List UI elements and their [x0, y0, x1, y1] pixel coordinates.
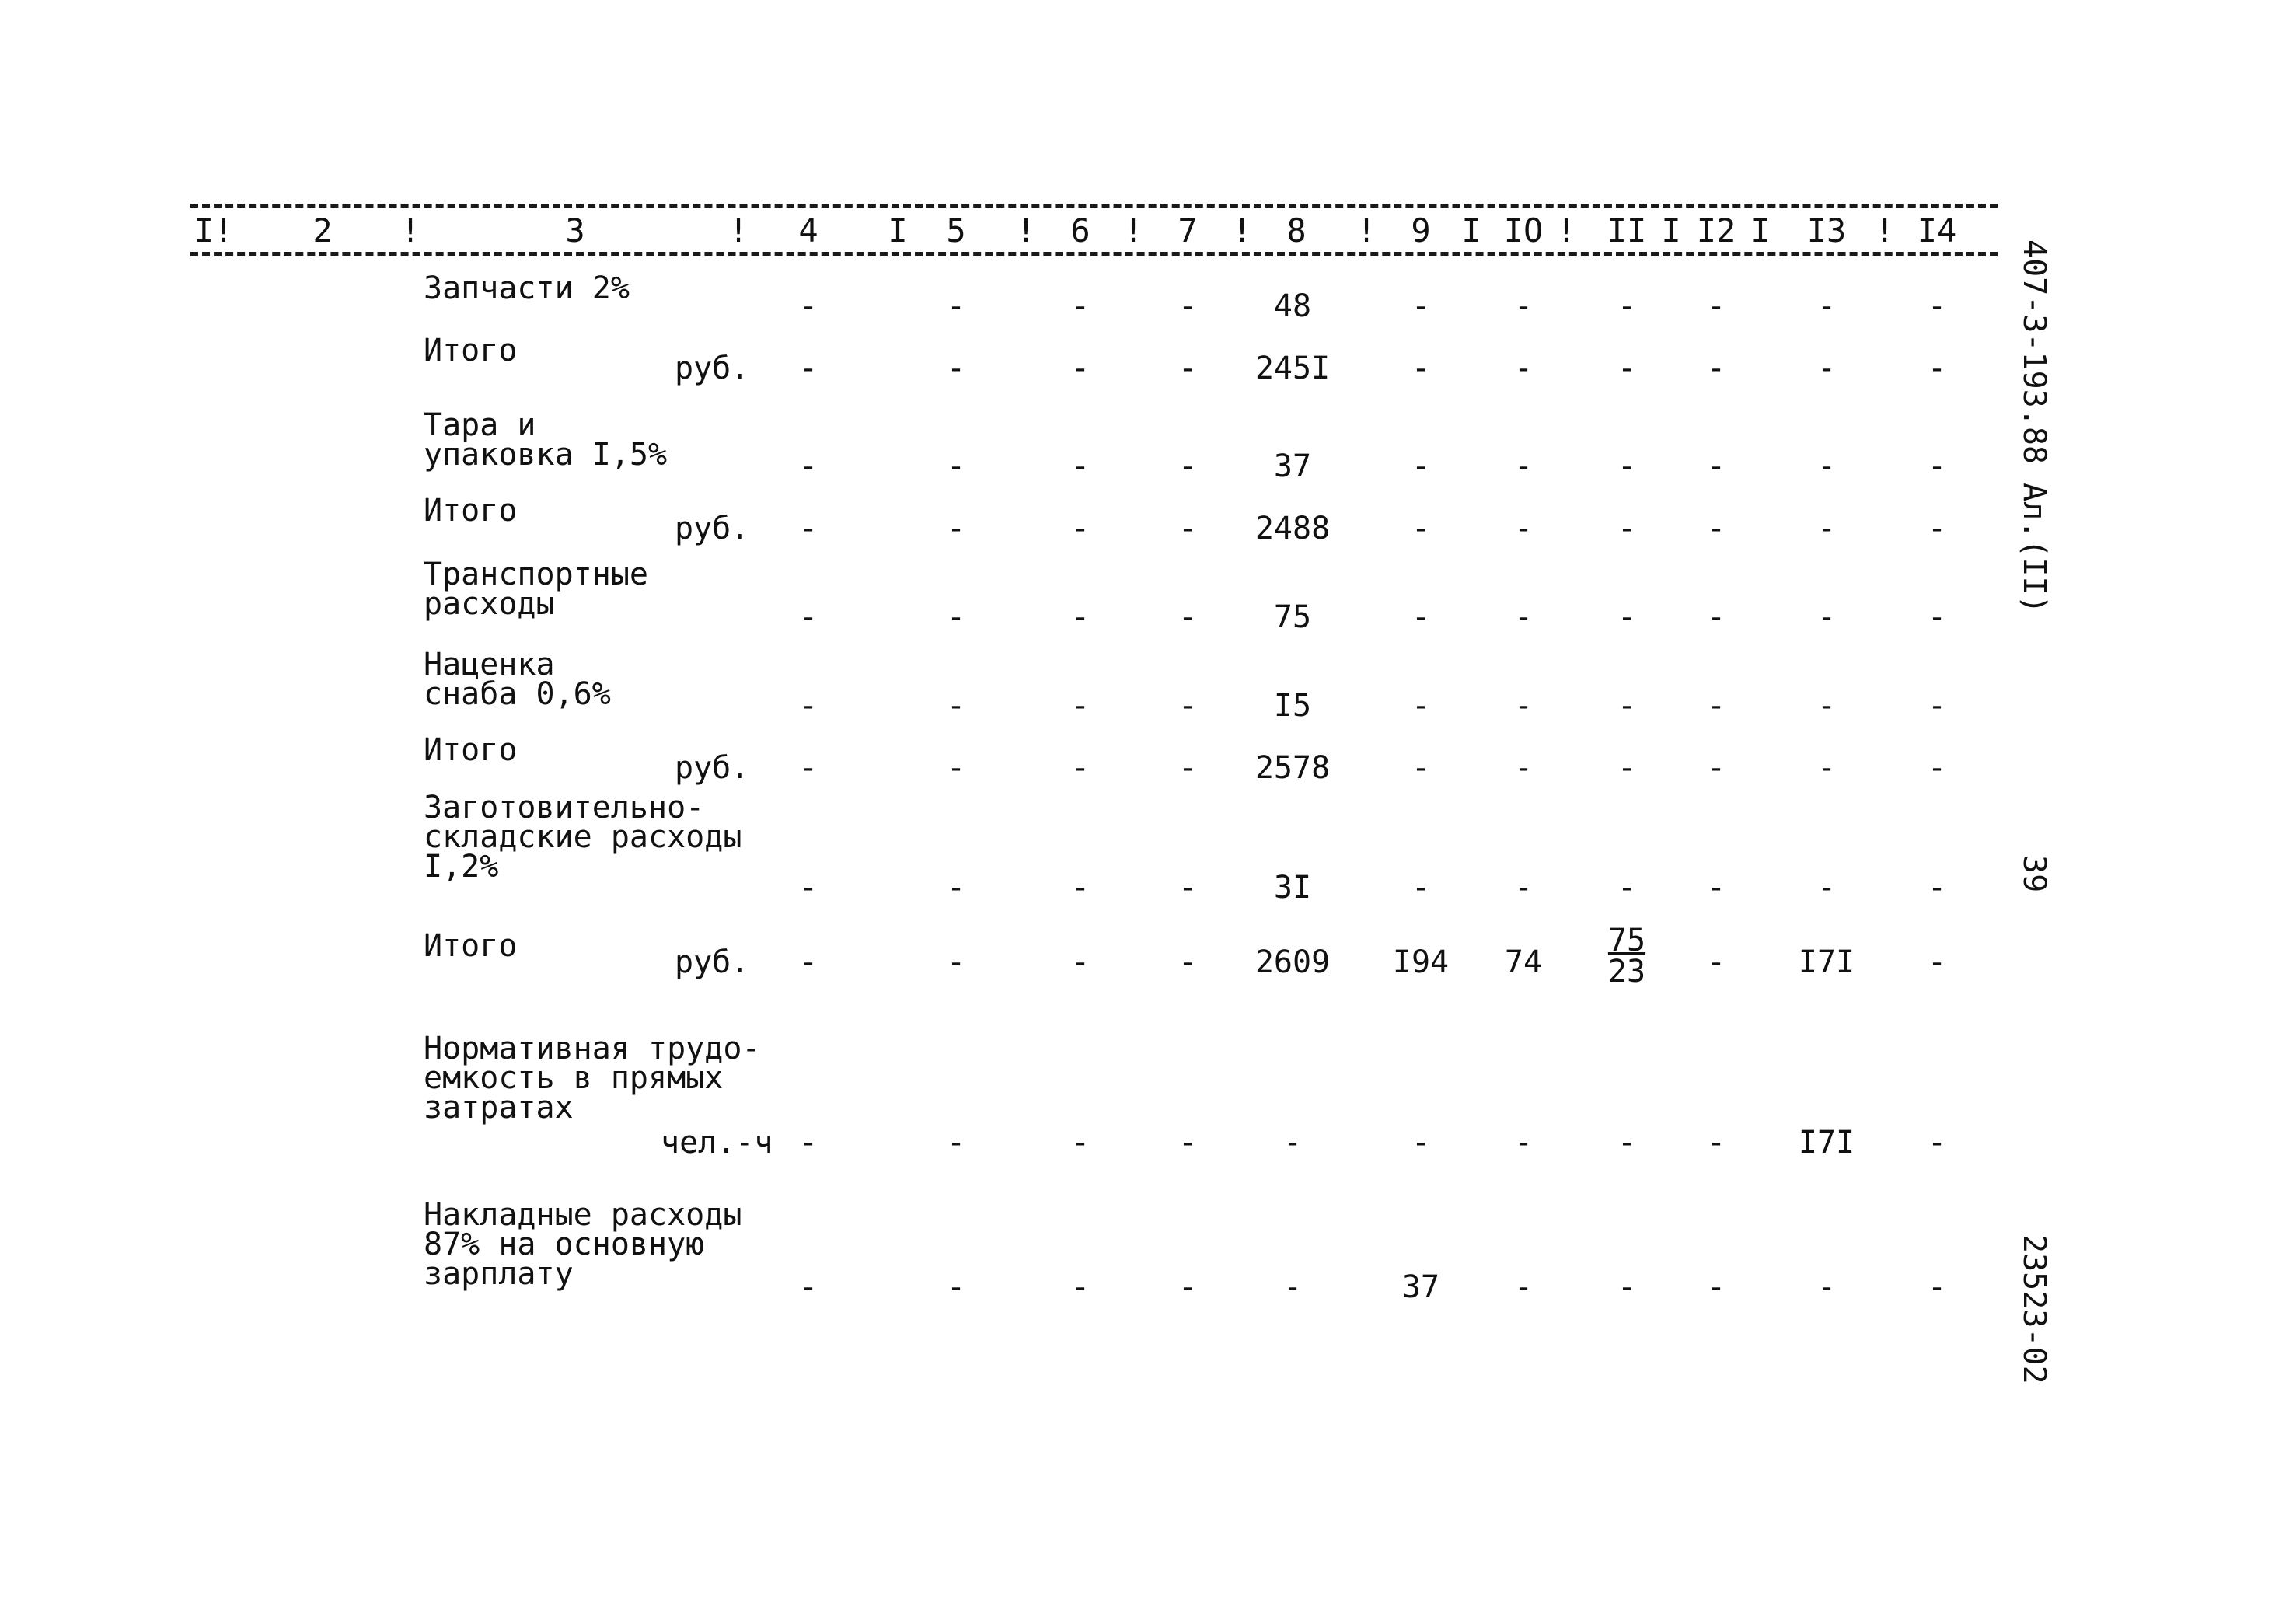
- row-label: Итого: [424, 732, 518, 768]
- row-unit: руб.: [675, 511, 750, 546]
- header-cell: !: [1556, 211, 1576, 250]
- table-cell: -: [1070, 944, 1090, 980]
- table-cell: -: [798, 688, 818, 724]
- header-cell: !: [728, 211, 748, 250]
- header-cell: !: [1356, 211, 1377, 250]
- table-cell: -: [1070, 599, 1090, 635]
- fraction-denominator: 23: [1607, 954, 1646, 989]
- header-top-rule: [190, 204, 1998, 208]
- table-cell: -: [1816, 288, 1837, 324]
- table-cell: -: [946, 599, 966, 635]
- header-cell: I4: [1917, 211, 1957, 250]
- table-cell: -: [1070, 870, 1090, 906]
- table-cell: I94: [1392, 944, 1450, 980]
- table-cell: 74: [1504, 944, 1543, 980]
- table-cell: -: [1816, 870, 1837, 906]
- header-cell: !: [1016, 211, 1036, 250]
- header-cell: I: [1750, 211, 1771, 250]
- table-cell: -: [1927, 288, 1947, 324]
- row-unit: руб.: [675, 750, 750, 786]
- table-cell: -: [1178, 288, 1198, 324]
- table-cell: -: [1706, 688, 1726, 724]
- table-cell: -: [1617, 688, 1637, 724]
- table-cell: I5: [1273, 688, 1312, 724]
- table-cell: -: [1178, 351, 1198, 386]
- header-cell: I: [1661, 211, 1681, 250]
- table-cell: -: [1927, 599, 1947, 635]
- table-cell: -: [946, 351, 966, 386]
- table-cell: -: [1070, 750, 1090, 786]
- table-cell: -: [1706, 870, 1726, 906]
- table-cell: -: [946, 511, 966, 546]
- table-cell: -: [1178, 1269, 1198, 1305]
- header-cell: I3: [1806, 211, 1847, 250]
- row-unit: чел.-ч: [661, 1125, 773, 1161]
- table-cell: -: [1411, 599, 1431, 635]
- table-cell: -: [1411, 1125, 1431, 1161]
- table-cell: -: [1513, 750, 1534, 786]
- header-cell: I: [888, 211, 908, 250]
- table-cell: -: [1513, 1125, 1534, 1161]
- table-cell: -: [1178, 599, 1198, 635]
- table-cell: -: [1070, 449, 1090, 484]
- row-unit: руб.: [675, 351, 750, 386]
- table-cell: I7I: [1798, 1125, 1855, 1161]
- header-bottom-rule: [190, 252, 1998, 256]
- table-cell: -: [946, 944, 966, 980]
- table-cell: -: [798, 449, 818, 484]
- table-cell: -: [1411, 870, 1431, 906]
- table-cell: -: [1816, 511, 1837, 546]
- header-cell: 8: [1286, 211, 1307, 250]
- table-cell: -: [798, 599, 818, 635]
- table-cell: -: [798, 750, 818, 786]
- page-number: 39: [2016, 855, 2052, 893]
- table-cell: 2609: [1254, 944, 1331, 980]
- table-cell: -: [946, 1125, 966, 1161]
- table-cell: -: [1513, 599, 1534, 635]
- table-cell: -: [1178, 688, 1198, 724]
- table-cell: -: [1706, 351, 1726, 386]
- row-label: Накладные расходы 87% на основную зарплату: [424, 1197, 742, 1292]
- header-cell: !: [1123, 211, 1143, 250]
- table-cell: 37: [1273, 449, 1312, 484]
- table-cell: 48: [1273, 288, 1312, 324]
- fraction-numerator: 75: [1607, 923, 1646, 958]
- table-cell: -: [1706, 449, 1726, 484]
- row-label: Нормативная трудо- емкость в прямых затратах: [424, 1031, 761, 1126]
- table-cell: -: [798, 1125, 818, 1161]
- table-cell: -: [1513, 688, 1534, 724]
- table-cell: 2488: [1254, 511, 1331, 546]
- table-cell: -: [1927, 750, 1947, 786]
- table-cell: -: [1178, 1125, 1198, 1161]
- table-cell: -: [1070, 511, 1090, 546]
- header-cell: !: [400, 211, 420, 250]
- table-cell: -: [946, 449, 966, 484]
- table-cell: -: [1070, 688, 1090, 724]
- table-cell: -: [1070, 351, 1090, 386]
- header-cell: I!: [194, 211, 234, 250]
- row-label: Итого: [424, 493, 518, 529]
- header-cell: 5: [946, 211, 966, 250]
- table-cell: 3I: [1273, 870, 1312, 906]
- table-cell: -: [1816, 1269, 1837, 1305]
- table-cell: -: [1706, 599, 1726, 635]
- table-cell: -: [798, 944, 818, 980]
- row-label: Запчасти 2%: [424, 270, 630, 306]
- header-cell: 3: [565, 211, 585, 250]
- table-cell: 75: [1273, 599, 1312, 635]
- table-cell: -: [1513, 870, 1534, 906]
- header-cell: I2: [1696, 211, 1736, 250]
- table-cell: -: [1617, 449, 1637, 484]
- fraction-cell: [1580, 925, 1673, 987]
- table-cell: -: [946, 1269, 966, 1305]
- header-cell: 6: [1070, 211, 1090, 250]
- table-cell: -: [1706, 1125, 1726, 1161]
- table-cell: -: [1927, 870, 1947, 906]
- table-cell: -: [1706, 511, 1726, 546]
- table-cell: -: [1411, 449, 1431, 484]
- table-cell: -: [1617, 288, 1637, 324]
- table-cell: -: [1706, 288, 1726, 324]
- table-cell: -: [1070, 1269, 1090, 1305]
- header-cell: 9: [1411, 211, 1431, 250]
- table-cell: -: [1411, 750, 1431, 786]
- table-cell: -: [1706, 944, 1726, 980]
- table-cell: -: [1411, 688, 1431, 724]
- table-cell: -: [1513, 1269, 1534, 1305]
- table-cell: -: [1513, 511, 1534, 546]
- table-cell: -: [1927, 511, 1947, 546]
- table-cell: -: [1617, 599, 1637, 635]
- table-cell: -: [946, 750, 966, 786]
- table-cell: -: [1816, 599, 1837, 635]
- header-cell: IO: [1503, 211, 1544, 250]
- table-cell: 2578: [1254, 750, 1331, 786]
- row-label: Итого: [424, 333, 518, 368]
- table-cell: -: [1816, 351, 1837, 386]
- table-cell: -: [946, 288, 966, 324]
- header-cell: !: [1232, 211, 1252, 250]
- table-cell: -: [1816, 750, 1837, 786]
- table-cell: -: [1617, 870, 1637, 906]
- table-cell: -: [1927, 1269, 1947, 1305]
- table-cell: -: [1411, 511, 1431, 546]
- table-cell: -: [946, 688, 966, 724]
- table-cell: -: [1617, 750, 1637, 786]
- table-cell: -: [798, 351, 818, 386]
- table-cell: -: [1816, 449, 1837, 484]
- table-cell: -: [1617, 1125, 1637, 1161]
- header-cell: !: [1875, 211, 1895, 250]
- table-cell: -: [798, 511, 818, 546]
- header-cell: 4: [798, 211, 818, 250]
- table-cell: -: [1706, 1269, 1726, 1305]
- table-cell: -: [1513, 449, 1534, 484]
- table-cell: -: [1706, 750, 1726, 786]
- table-cell: -: [1927, 351, 1947, 386]
- table-cell: -: [946, 870, 966, 906]
- table-cell: -: [1513, 351, 1534, 386]
- table-cell: -: [1927, 1125, 1947, 1161]
- row-label: Итого: [424, 928, 518, 964]
- table-cell: 37: [1401, 1269, 1440, 1305]
- table-cell: -: [798, 870, 818, 906]
- table-cell: 245I: [1254, 351, 1331, 386]
- table-cell: -: [1927, 688, 1947, 724]
- document-code: 407-3-193.88 Ал.(II): [2016, 239, 2052, 614]
- header-cell: I: [1461, 211, 1481, 250]
- table-cell: -: [1617, 351, 1637, 386]
- table-cell: -: [1178, 511, 1198, 546]
- row-label: Транспортные расходы: [424, 557, 648, 622]
- table-cell: -: [1816, 688, 1837, 724]
- table-cell: -: [1617, 1269, 1637, 1305]
- row-label: Заготовительно- складские расходы I,2%: [424, 790, 742, 885]
- table-cell: -: [1617, 511, 1637, 546]
- table-cell: -: [1282, 1269, 1303, 1305]
- table-cell: -: [1927, 449, 1947, 484]
- table-cell: -: [798, 288, 818, 324]
- table-cell: I7I: [1798, 944, 1855, 980]
- inventory-number: 23523-02: [2016, 1234, 2052, 1384]
- table-cell: -: [1070, 1125, 1090, 1161]
- table-cell: -: [1178, 750, 1198, 786]
- table-cell: -: [1070, 288, 1090, 324]
- row-label: Наценка снаба 0,6%: [424, 647, 611, 712]
- row-label: Тара и упаковка I,5%: [424, 407, 668, 473]
- table-cell: -: [1513, 288, 1534, 324]
- table-cell: -: [1411, 351, 1431, 386]
- table-cell: -: [1282, 1125, 1303, 1161]
- row-unit: руб.: [675, 944, 750, 980]
- table-cell: -: [1178, 870, 1198, 906]
- header-cell: 2: [312, 211, 333, 250]
- table-cell: -: [1927, 944, 1947, 980]
- table-cell: -: [1411, 288, 1431, 324]
- table-cell: -: [798, 1269, 818, 1305]
- header-cell: II: [1607, 211, 1647, 250]
- header-cell: 7: [1178, 211, 1198, 250]
- table-cell: -: [1178, 944, 1198, 980]
- table-cell: -: [1178, 449, 1198, 484]
